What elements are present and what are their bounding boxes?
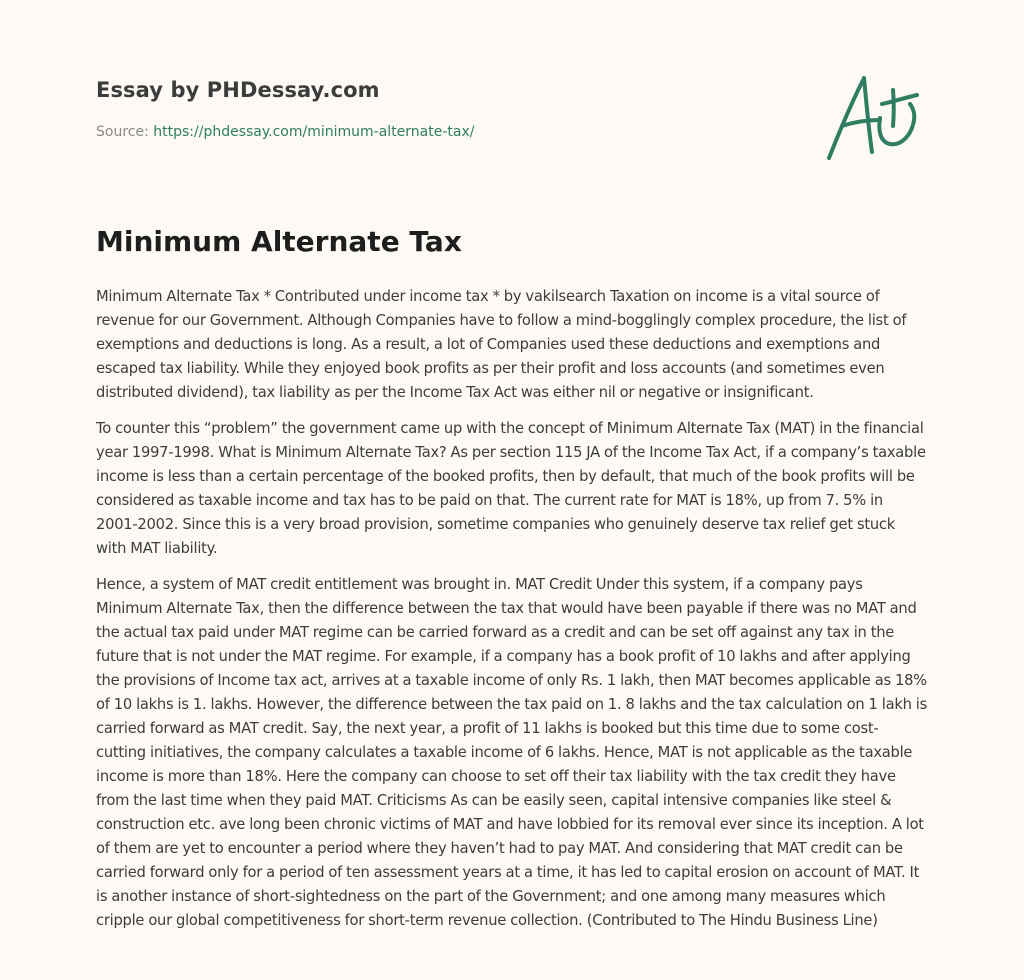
source-label: Source: [96,124,154,140]
source-link[interactable]: https://phdessay.com/minimum-alternate-tax/ [153,124,475,140]
essay-page [96,0,928,980]
essay-body [96,285,928,945]
essay-paragraph: Hence, a system of MAT credit entitlement was brought in. MAT Credit Under this system, if a company pays Minimum Alternate Tax, then the difference between the tax that would have been payable if there was no MAT and the actual tax paid under MAT regime can be carried forward as a credit and can be set off against any tax in the future that is not under the MAT regime. For example, if a company has a book profit of 10 lakhs and after applying the provisions of Income tax act, arrives at a taxable income of only Rs. 1 lakh, then MAT becomes applicable as 18% of 10 lakhs is 1. lakhs. However, the difference between the tax paid on 1. 8 lakhs and the tax calculation on 1 lakh is carried forward as MAT credit. Say, the next year, a profit of 11 lakhs is booked but this time due to some cost-cutting initiatives, the company calculates a taxable income of 6 lakhs. Hence, MAT is not applicable as the taxable income is more than 18%. Here the company can choose to set off their tax liability with the tax credit they have from the last time when they paid MAT. Criticisms As can be easily seen, capital intensive companies like steel & construction etc. ave long been chronic victims of MAT and have lobbied for its removal ever since its inception. A lot of them are yet to encounter a period where they haven’t had to pay MAT. And considering that MAT credit can be carried forward only for a period of ten assessment years at a time, it has led to capital erosion on account of MAT. It is another instance of short-sightedness on the part of the Government; and one among many measures which cripple our global competitiveness for short-term revenue collection. (Contributed to The Hindu Business Line) [96,576,927,929]
essay-paragraph: Minimum Alternate Tax * Contributed under income tax * by vakilsearch Taxation on income is a vital source of revenue for our Government. Although Companies have to follow a mind-bogglingly complex procedure, the list of exemptions and deductions is long. As a result, a lot of Companies used these deductions and exemptions and escaped tax liability. While they enjoyed book profits as per their profit and loss accounts (and sometimes even distributed dividend), tax liability as per the Income Tax Act was either nil or negative or insignificant. [96,288,907,401]
source-line [96,124,474,140]
essay-paragraph: To counter this “problem” the government came up with the concept of Minimum Alternate Tax (MAT) in the financial year 1997-1998. What is Minimum Alternate Tax? As per section 115 JA of the Income Tax Act, if a company’s taxable income is less than a certain percentage of the booked profits, then by default, that much of the book profits will be considered as taxable income and tax has to be paid on that. The current rate for MAT is 18%, up from 7. 5% in 2001-2002. Since this is a very broad provision, sometime companies who genuinely deserve tax relief get stuck with MAT liability. [96,420,926,557]
site-brand: Essay by PHDessay.com [96,78,380,102]
essay-title: Minimum Alternate Tax [96,225,462,258]
a-plus-grade-icon [820,68,930,168]
